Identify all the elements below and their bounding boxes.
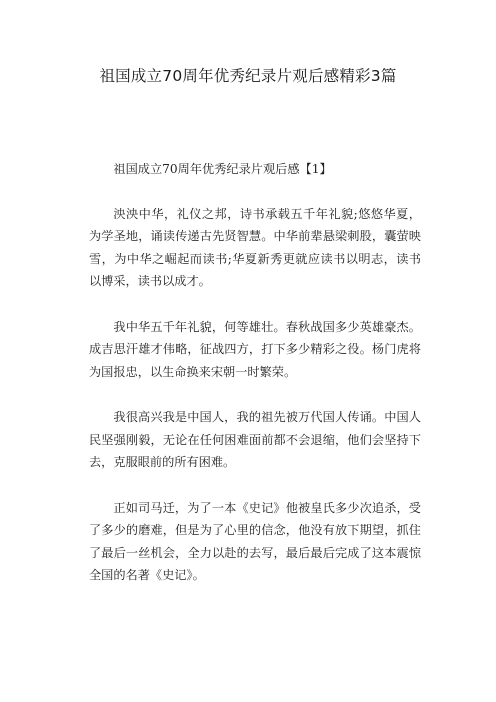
paragraph-4: 正如司马迁，为了一本《史记》他被皇氏多少次追杀，受了多少的磨难，但是为了心里的信念，他没有放下期望，抓住了最后一丝机会，全力以赴的去写，最后最后完成了这本震惊全国的名著《史记》。 <box>89 500 421 582</box>
document-body <box>89 158 421 610</box>
document-title: 祖国成立70周年优秀纪录片观后感精彩3篇 <box>99 67 397 85</box>
paragraph-2: 我中华五千年礼貌，何等雄壮。春秋战国多少英雄豪杰。成吉思汗雄才伟略，征战四方，打下多少精彩之役。杨门虎将为国报忠，以生命换来宋朝一时繁荣。 <box>89 319 421 379</box>
paragraph-1: 泱泱中华，礼仪之邦，诗书承载五千年礼貌;悠悠华夏，为学圣地，诵读传递古先贤智慧。中华前辈悬梁刺股，囊萤映雪，为中华之崛起而读书;华夏新秀更就应读书以明志，读书以博采，读书以成才。 <box>89 206 421 288</box>
paragraph-3: 我很高兴我是中国人，我的祖先被万代国人传诵。中国人民坚强刚毅，无论在任何困难面前都不会退缩，他们会坚持下去，克服眼前的所有困难。 <box>89 410 421 469</box>
section-heading: 祖国成立70周年优秀纪录片观后感【1】 <box>113 162 332 176</box>
